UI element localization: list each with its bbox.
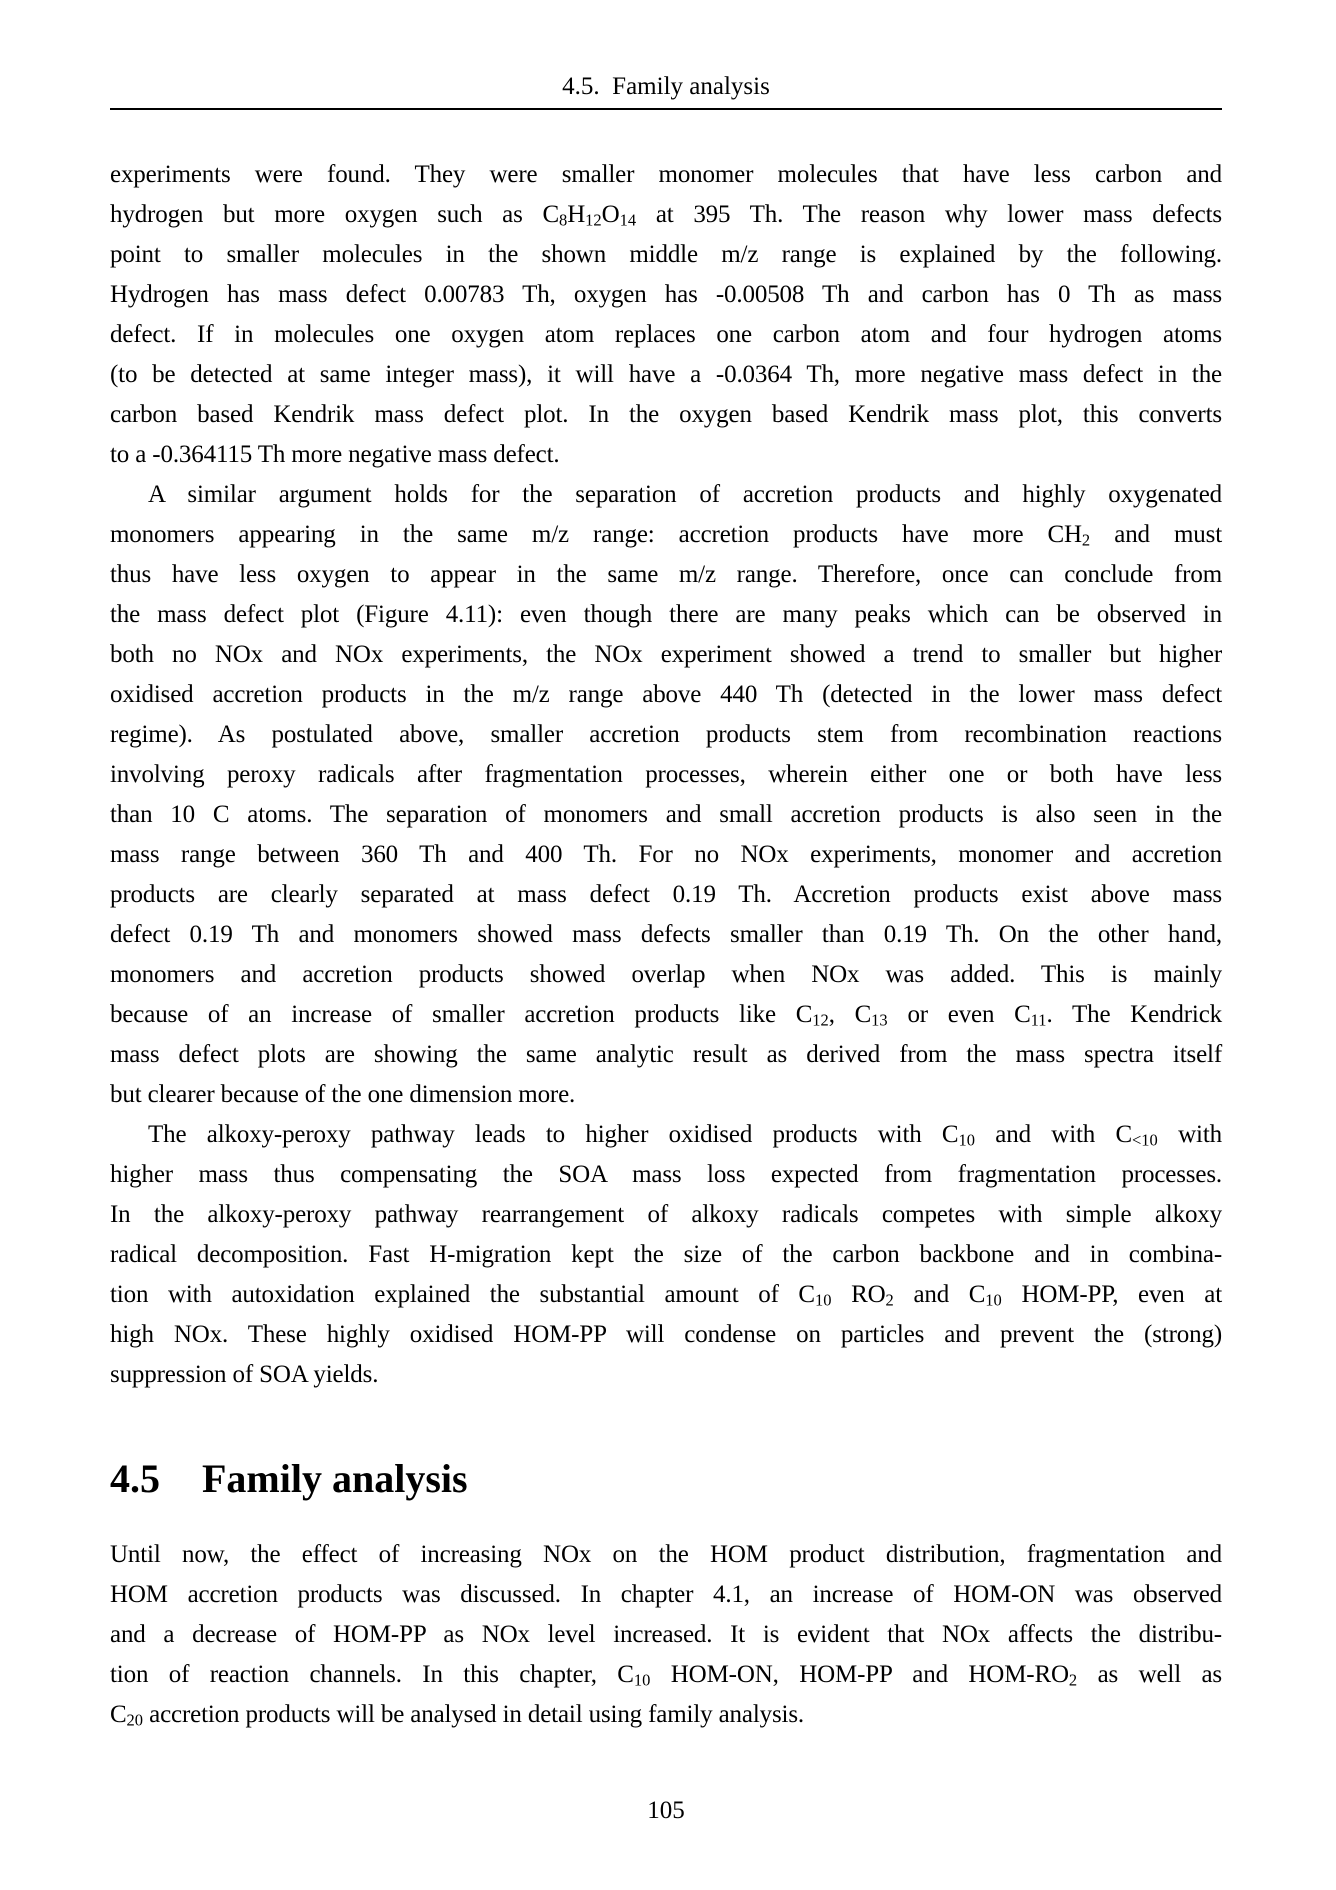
text-line: tion with autoxidation explained the substantial amount of $C_{10}$ $RO_2$ and $C_{10}$ HOM-PP, even at xyxy=(110,1281,1222,1310)
text-line: $C_{20}$ accretion products will be analysed in detail using family analysis. xyxy=(110,1701,805,1730)
text-line: HOM accretion products was discussed. In chapter 4.1, an increase of HOM-ON was observed xyxy=(110,1581,1222,1608)
text-line: monomers appearing in the same m/z range: accretion products have more $CH_2$ and must xyxy=(110,521,1222,550)
text-line: and a decrease of HOM-PP as NOx level increased. It is evident that NOx affects the distribu- xyxy=(110,1621,1222,1648)
text-line: defect 0.19 Th and monomers showed mass defects smaller than 0.19 Th. On the other hand, xyxy=(110,921,1222,948)
paragraph xyxy=(110,475,1222,1115)
text-line: defect. If in molecules one oxygen atom replaces one carbon atom and four hydrogen atoms xyxy=(110,321,1222,348)
text-line: the mass defect plot (Figure 4.11): even though there are many peaks which can be observed in xyxy=(110,601,1222,628)
text-line: experiments were found. They were smaller monomer molecules that have less carbon and xyxy=(110,161,1222,188)
text-line: mass defect plots are showing the same analytic result as derived from the mass spectra itself xyxy=(110,1041,1222,1068)
page-number: 105 xyxy=(647,1797,685,1824)
text-line: thus have less oxygen to appear in the same m/z range. Therefore, once can conclude from xyxy=(110,561,1222,588)
text-line: but clearer because of the one dimension more. xyxy=(110,1081,576,1108)
text-line: higher mass thus compensating the SOA mass loss expected from fragmentation processes. xyxy=(110,1161,1222,1188)
outro-text-block xyxy=(110,1535,1222,1735)
header-rule xyxy=(110,108,1222,110)
text-line: because of an increase of smaller accretion products like $C_{12}$, $C_{13}$ or even $C_{11}$. The Kendrick xyxy=(110,1001,1222,1030)
text-line: involving peroxy radicals after fragmentation processes, wherein either one or both have less xyxy=(110,761,1222,788)
text-line: Until now, the effect of increasing NOx on the HOM product distribution, fragmentation and xyxy=(110,1541,1222,1568)
text-line: The alkoxy-peroxy pathway leads to higher oxidised products with $C_{10}$ and with $C_{<10}$ with xyxy=(148,1121,1222,1150)
page-body xyxy=(110,155,1222,1735)
text-line: mass range between 360 Th and 400 Th. For no NOx experiments, monomer and accretion xyxy=(110,841,1222,868)
text-line: Hydrogen has mass defect 0.00783 Th, oxygen has -0.00508 Th and carbon has 0 Th as mass xyxy=(110,281,1222,308)
text-line: radical decomposition. Fast H-migration kept the size of the carbon backbone and in combina- xyxy=(110,1241,1222,1268)
section-title: Family analysis xyxy=(202,1456,468,1501)
text-line: monomers and accretion products showed overlap when NOx was added. This is mainly xyxy=(110,961,1222,988)
text-line: A similar argument holds for the separation of accretion products and highly oxygenated xyxy=(148,481,1222,508)
paragraph xyxy=(110,1535,1222,1735)
paragraph xyxy=(110,1115,1222,1395)
section-number: 4.5 xyxy=(110,1456,160,1501)
text-line: products are clearly separated at mass defect 0.19 Th. Accretion products exist above mass xyxy=(110,881,1222,908)
section-heading xyxy=(110,1455,1222,1503)
text-line: tion of reaction channels. In this chapter, $C_{10}$ HOM-ON, HOM-PP and HOM-$RO_2$ as well as xyxy=(110,1661,1222,1690)
text-line: oxidised accretion products in the m/z range above 440 Th (detected in the lower mass defect xyxy=(110,681,1222,708)
text-line: than 10 C atoms. The separation of monomers and small accretion products is also seen in the xyxy=(110,801,1222,828)
text-line: to a -0.364115 Th more negative mass defect. xyxy=(110,441,560,468)
text-line: both no NOx and NOx experiments, the NOx experiment showed a trend to smaller but higher xyxy=(110,641,1222,668)
text-line: In the alkoxy-peroxy pathway rearrangement of alkoxy radicals competes with simple alkoxy xyxy=(110,1201,1222,1228)
text-line: high NOx. These highly oxidised HOM-PP will condense on particles and prevent the (strong) xyxy=(110,1321,1222,1348)
paragraph xyxy=(110,155,1222,475)
text-line: point to smaller molecules in the shown middle m/z range is explained by the following. xyxy=(110,241,1222,268)
intro-text-block xyxy=(110,155,1222,1395)
text-line: hydrogen but more oxygen such as $C_8H_{12}O_{14}$ at 395 Th. The reason why lower mass defects xyxy=(110,201,1222,230)
text-line: regime). As postulated above, smaller accretion products stem from recombination reactions xyxy=(110,721,1222,748)
text-line: (to be detected at same integer mass), it will have a -0.0364 Th, more negative mass defect in the xyxy=(110,361,1222,388)
text-line: suppression of SOA yields. xyxy=(110,1361,379,1388)
text-line: carbon based Kendrik mass defect plot. In the oxygen based Kendrik mass plot, this converts xyxy=(110,401,1222,428)
running-head: 4.5. Family analysis xyxy=(562,73,770,100)
